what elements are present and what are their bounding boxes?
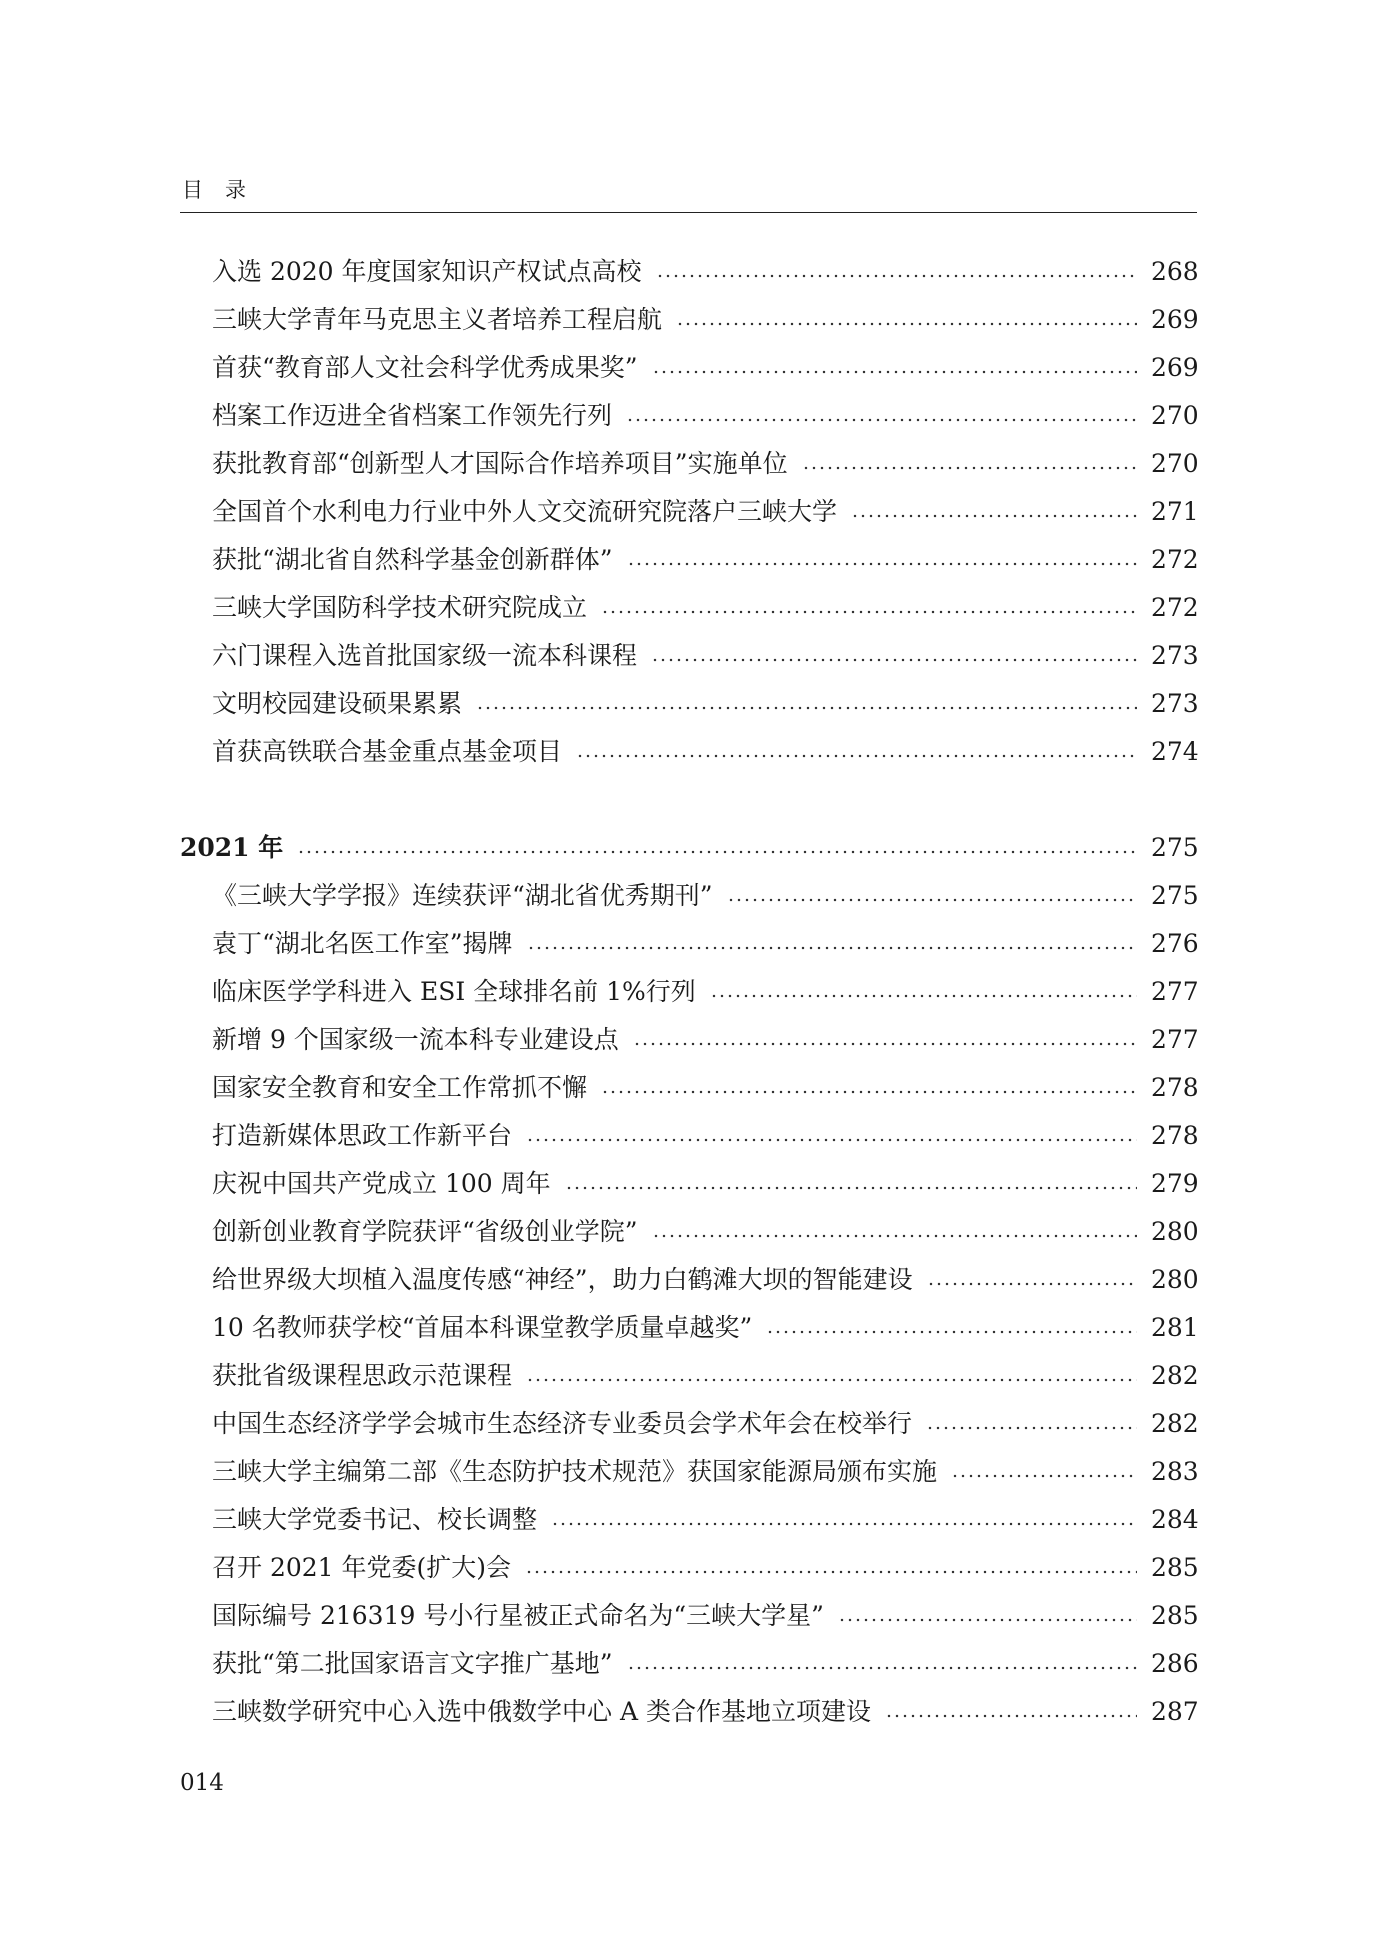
toc-entry[interactable]: [180, 1016, 1197, 1064]
toc-entry-title: 给世界级大坝植入温度传感“神经”，助力白鹤滩大坝的智能建设: [212, 1265, 913, 1294]
toc-entry-page: 278: [1151, 1121, 1199, 1150]
toc-entry[interactable]: [180, 1544, 1197, 1592]
dot-leader: [652, 1234, 1137, 1238]
toc-entry-page: 282: [1151, 1361, 1199, 1390]
header-title: 目录: [182, 178, 268, 202]
toc-entry-title: 三峡大学主编第二部《生态防护技术规范》获国家能源局颁布实施: [212, 1457, 938, 1486]
toc-entry-page: 285: [1151, 1553, 1199, 1582]
toc-entry-page: 277: [1151, 977, 1199, 1006]
toc-entry-page: 286: [1151, 1649, 1199, 1678]
dot-leader: [476, 706, 1137, 710]
section-spacer: [180, 776, 1197, 824]
toc-entry[interactable]: [180, 1688, 1197, 1736]
toc-entry-page: 283: [1151, 1457, 1199, 1486]
toc-entry[interactable]: [180, 488, 1197, 536]
table-of-contents: [180, 248, 1197, 1736]
toc-entry-title: 新增 9 个国家级一流本科专业建设点: [212, 1025, 619, 1054]
toc-entry[interactable]: [180, 1064, 1197, 1112]
toc-entry-title: 打造新媒体思政工作新平台: [212, 1121, 513, 1150]
toc-entry-page: 270: [1151, 401, 1199, 430]
toc-entry-page: 272: [1151, 593, 1199, 622]
toc-entry-title: 获批教育部“创新型人才国际合作培养项目”实施单位: [212, 449, 788, 478]
toc-entry[interactable]: [180, 920, 1197, 968]
toc-entry[interactable]: [180, 1640, 1197, 1688]
toc-entry-page: 270: [1151, 449, 1199, 478]
dot-leader: [926, 1426, 1137, 1430]
toc-entry[interactable]: [180, 344, 1197, 392]
dot-leader: [601, 610, 1137, 614]
toc-entry-title: 入选 2020 年度国家知识产权试点高校: [212, 257, 642, 286]
toc-year-title: 2021 年: [180, 833, 284, 862]
dot-leader: [851, 514, 1137, 518]
dot-leader: [676, 322, 1137, 326]
toc-entry-title: 三峡大学国防科学技术研究院成立: [212, 593, 588, 622]
toc-entry-page: 275: [1151, 881, 1199, 910]
toc-entry-title: 国家安全教育和安全工作常抓不懈: [212, 1073, 588, 1102]
dot-leader: [627, 1666, 1137, 1670]
toc-entry[interactable]: [180, 1160, 1197, 1208]
toc-entry-page: 268: [1151, 257, 1199, 286]
toc-entry-title: 10 名教师获学校“首届本科课堂教学质量卓越奖”: [212, 1313, 753, 1342]
toc-entry-title: 获批“湖北省自然科学基金创新群体”: [212, 545, 613, 574]
toc-entry-page: 287: [1151, 1697, 1199, 1726]
toc-entry[interactable]: [180, 248, 1197, 296]
toc-section-2020: [180, 248, 1197, 776]
dot-leader: [601, 1090, 1137, 1094]
dot-leader: [951, 1474, 1137, 1478]
toc-entry-title: 国际编号 216319 号小行星被正式命名为“三峡大学星”: [212, 1601, 824, 1630]
toc-entry[interactable]: [180, 728, 1197, 776]
running-header: [180, 178, 1197, 213]
toc-entry-page: 285: [1151, 1601, 1199, 1630]
dot-leader: [652, 370, 1137, 374]
toc-entry-page: 284: [1151, 1505, 1199, 1534]
dot-leader: [527, 946, 1137, 950]
toc-entry-title: 首获“教育部人文社会科学优秀成果奖”: [212, 353, 638, 382]
toc-entry-title: 创新创业教育学院获评“省级创业学院”: [212, 1217, 638, 1246]
dot-leader: [525, 1570, 1137, 1574]
toc-entry-title: 全国首个水利电力行业中外人文交流研究院落户三峡大学: [212, 497, 838, 526]
toc-entry[interactable]: [180, 632, 1197, 680]
toc-entry-title: 获批省级课程思政示范课程: [212, 1361, 513, 1390]
toc-entry-title: 《三峡大学学报》连续获评“湖北省优秀期刊”: [212, 881, 713, 910]
toc-entry-title: 庆祝中国共产党成立 100 周年: [212, 1169, 551, 1198]
toc-entry-page: 272: [1151, 545, 1199, 574]
toc-entry-title: 三峡大学党委书记、校长调整: [212, 1505, 538, 1534]
toc-entry[interactable]: [180, 680, 1197, 728]
toc-entry-page: 273: [1151, 689, 1199, 718]
dot-leader: [576, 754, 1137, 758]
toc-year-heading[interactable]: [180, 824, 1197, 872]
toc-entry[interactable]: [180, 440, 1197, 488]
dot-leader: [526, 1138, 1137, 1142]
toc-entry-page: 269: [1151, 305, 1199, 334]
toc-entry-page: 279: [1151, 1169, 1199, 1198]
toc-entry-page: 276: [1151, 929, 1199, 958]
toc-entry[interactable]: [180, 1496, 1197, 1544]
dot-leader: [927, 1282, 1137, 1286]
dot-leader: [526, 1378, 1137, 1382]
toc-entry[interactable]: [180, 584, 1197, 632]
toc-entry[interactable]: [180, 1256, 1197, 1304]
toc-entry[interactable]: [180, 1112, 1197, 1160]
toc-entry-page: 280: [1151, 1265, 1199, 1294]
toc-entry-page: 280: [1151, 1217, 1199, 1246]
toc-entry[interactable]: [180, 392, 1197, 440]
toc-entry[interactable]: [180, 296, 1197, 344]
dot-leader: [297, 850, 1137, 854]
toc-entry[interactable]: [180, 536, 1197, 584]
dot-leader: [710, 994, 1137, 998]
toc-entry-title: 文明校园建设硕果累累: [212, 689, 463, 718]
toc-entry-title: 临床医学学科进入 ESI 全球排名前 1%行列: [212, 977, 696, 1006]
toc-entry-page: 273: [1151, 641, 1199, 670]
toc-entry[interactable]: [180, 872, 1197, 920]
toc-year-page: 275: [1151, 833, 1199, 862]
toc-entry-title: 召开 2021 年党委(扩大)会: [212, 1553, 512, 1582]
page-number: 014: [180, 1770, 224, 1796]
dot-leader: [633, 1042, 1137, 1046]
toc-entry[interactable]: [180, 1352, 1197, 1400]
toc-entry[interactable]: [180, 1448, 1197, 1496]
dot-leader: [651, 658, 1137, 662]
toc-entry[interactable]: [180, 1304, 1197, 1352]
dot-leader: [727, 898, 1137, 902]
dot-leader: [838, 1618, 1137, 1622]
toc-entry-title: 档案工作迈进全省档案工作领先行列: [212, 401, 613, 430]
dot-leader: [885, 1714, 1137, 1718]
toc-entry-title: 三峡大学青年马克思主义者培养工程启航: [212, 305, 663, 334]
dot-leader: [565, 1186, 1137, 1190]
toc-entry-page: 269: [1151, 353, 1199, 382]
toc-entry-title: 中国生态经济学学会城市生态经济专业委员会学术年会在校举行: [212, 1409, 913, 1438]
dot-leader: [627, 562, 1137, 566]
toc-entry-page: 278: [1151, 1073, 1199, 1102]
dot-leader: [626, 418, 1137, 422]
toc-entry-page: 282: [1151, 1409, 1199, 1438]
toc-entry[interactable]: [180, 1400, 1197, 1448]
toc-entry-page: 277: [1151, 1025, 1199, 1054]
toc-entry-page: 271: [1151, 497, 1199, 526]
toc-entry-title: 获批“第二批国家语言文字推广基地”: [212, 1649, 613, 1678]
toc-entry[interactable]: [180, 968, 1197, 1016]
toc-entry[interactable]: [180, 1592, 1197, 1640]
toc-entry-title: 首获高铁联合基金重点基金项目: [212, 737, 563, 766]
dot-leader: [766, 1330, 1137, 1334]
dot-leader: [802, 466, 1137, 470]
toc-entry-title: 六门课程入选首批国家级一流本科课程: [212, 641, 638, 670]
dot-leader: [551, 1522, 1137, 1526]
toc-entry-page: 281: [1151, 1313, 1199, 1342]
toc-section-2021: [180, 872, 1197, 1736]
dot-leader: [656, 274, 1137, 278]
toc-entry[interactable]: [180, 1208, 1197, 1256]
toc-entry-title: 三峡数学研究中心入选中俄数学中心 A 类合作基地立项建设: [212, 1697, 871, 1726]
toc-entry-title: 袁丁“湖北名医工作室”揭牌: [212, 929, 513, 958]
toc-entry-page: 274: [1151, 737, 1199, 766]
